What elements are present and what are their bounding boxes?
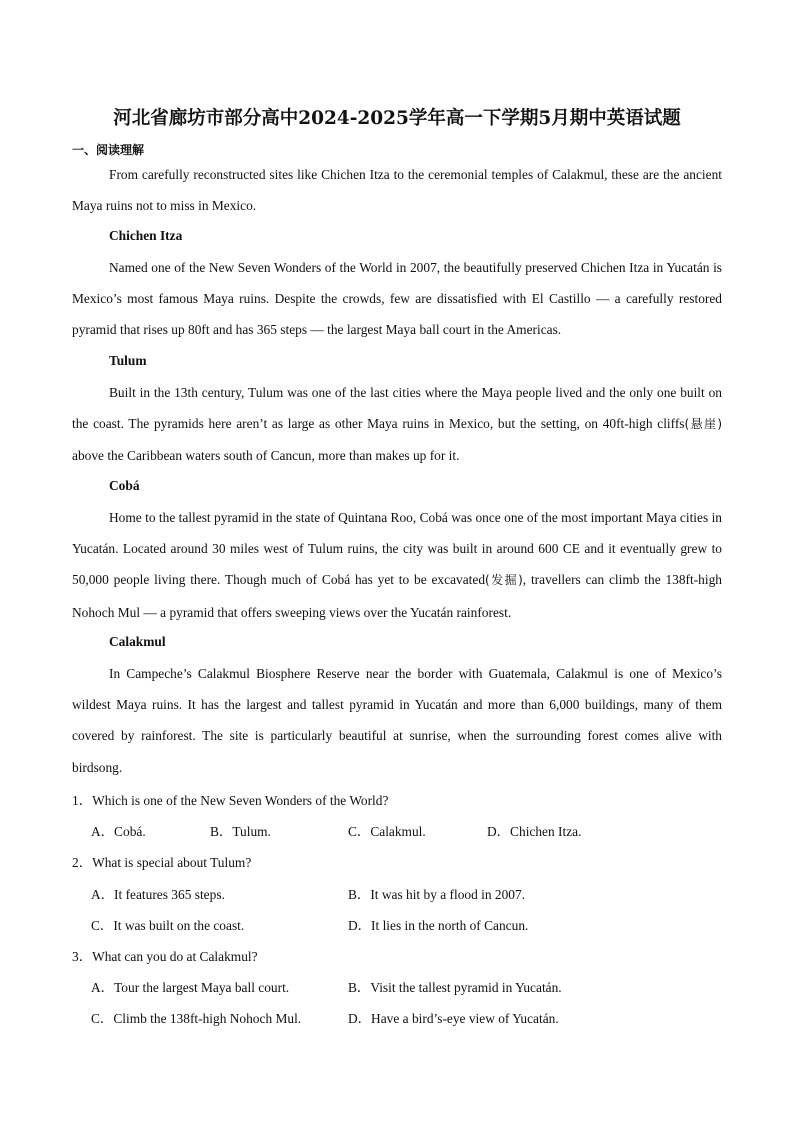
- gloss-excavated: (发掘): [485, 573, 523, 588]
- passage-text-coba-part2: , travellers can climb the 138ft-high Nohoch Mul — a pyramid that offers sweeping views over the Yucatán rainforest.: [72, 572, 722, 620]
- passage-text-calakmul: In Campeche’s Calakmul Biosphere Reserve near the border with Guatemala, Calakmul is one of Mexico’s wildest Maya ruins. It has the largest and tallest pyramid in Yucatán and more than 6,000 buildings, many of them covered by rainforest. The site is particularly beautiful at sunrise, when the surrounding forest comes alive with birdsong.: [72, 666, 722, 775]
- passage-text-tulum-part1: Built in the 13th century, Tulum was one of the last cities where the Maya people lived and the only one built on the coast. The pyramids here aren’t as large as other Maya ruins in Mexico, but the setting, on 40ft-high cliffs: [72, 385, 722, 432]
- question-3-option-b[interactable]: B．Visit the tallest pyramid in Yucatán.: [348, 980, 562, 995]
- passage-text-tulum-part2: above the Caribbean waters south of Cancun, more than makes up for it.: [72, 448, 460, 464]
- question-1-option-c[interactable]: C．Calakmul.: [348, 824, 426, 839]
- passage-text-coba: [72, 502, 722, 628]
- question-2-stem: 2．What is special about Tulum?: [72, 855, 252, 870]
- gloss-cliffs: (悬崖): [684, 417, 722, 432]
- question-3-option-a[interactable]: A．Tour the largest Maya ball court.: [91, 980, 290, 995]
- section-heading: 一、阅读理解: [72, 143, 145, 157]
- passage-heading-chichen-itza: Chichen Itza: [109, 228, 183, 243]
- question-1-option-b[interactable]: B．Tulum.: [210, 824, 271, 839]
- page-title: 河北省廊坊市部分高中2024-2025学年高一下学期5月期中英语试题: [113, 108, 681, 129]
- question-2-option-a[interactable]: A．It features 365 steps.: [91, 887, 225, 902]
- question-3-stem: 3．What can you do at Calakmul?: [72, 949, 258, 964]
- question-2-option-b[interactable]: B．It was hit by a flood in 2007.: [348, 887, 526, 902]
- passage-heading-calakmul: Calakmul: [109, 634, 166, 649]
- intro-paragraph: From carefully reconstructed sites like Chichen Itza to the ceremonial temples of Calakmul, these are the ancient Maya ruins not to miss in Mexico.: [72, 167, 722, 214]
- question-3-option-d[interactable]: D．Have a bird’s-eye view of Yucatán.: [348, 1011, 559, 1026]
- passage-text-tulum: [72, 377, 722, 472]
- question-2-option-c[interactable]: C．It was built on the coast.: [91, 918, 245, 933]
- question-1-option-d[interactable]: D．Chichen Itza.: [487, 824, 582, 839]
- question-1-option-a[interactable]: A．Cobá.: [91, 824, 146, 839]
- question-2-option-d[interactable]: D．It lies in the north of Cancun.: [348, 918, 529, 933]
- question-1-stem: 1．Which is one of the New Seven Wonders of the World?: [72, 793, 389, 808]
- passage-text-coba-part1: Home to the tallest pyramid in the state of Quintana Roo, Cobá was once one of the most important Maya cities in Yucatán. Located around 30 miles west of Tulum ruins, the city was built in around 600 CE and it eventually grew to 50,000 people living there. Though much of Cobá has yet to be excavated: [72, 510, 722, 588]
- passage-heading-tulum: Tulum: [109, 353, 147, 368]
- passage-text-chichen-itza: Named one of the New Seven Wonders of the World in 2007, the beautifully preserved Chichen Itza in Yucatán is Mexico’s most famous Maya ruins. Despite the crowds, few are dissatisfied with El Castillo — a carefully restored pyramid that rises up 80ft and has 365 steps — the largest Maya ball court in the Americas.: [72, 260, 722, 338]
- passage-heading-coba: Cobá: [109, 478, 140, 493]
- question-3-option-c[interactable]: C．Climb the 138ft-high Nohoch Mul.: [91, 1011, 302, 1026]
